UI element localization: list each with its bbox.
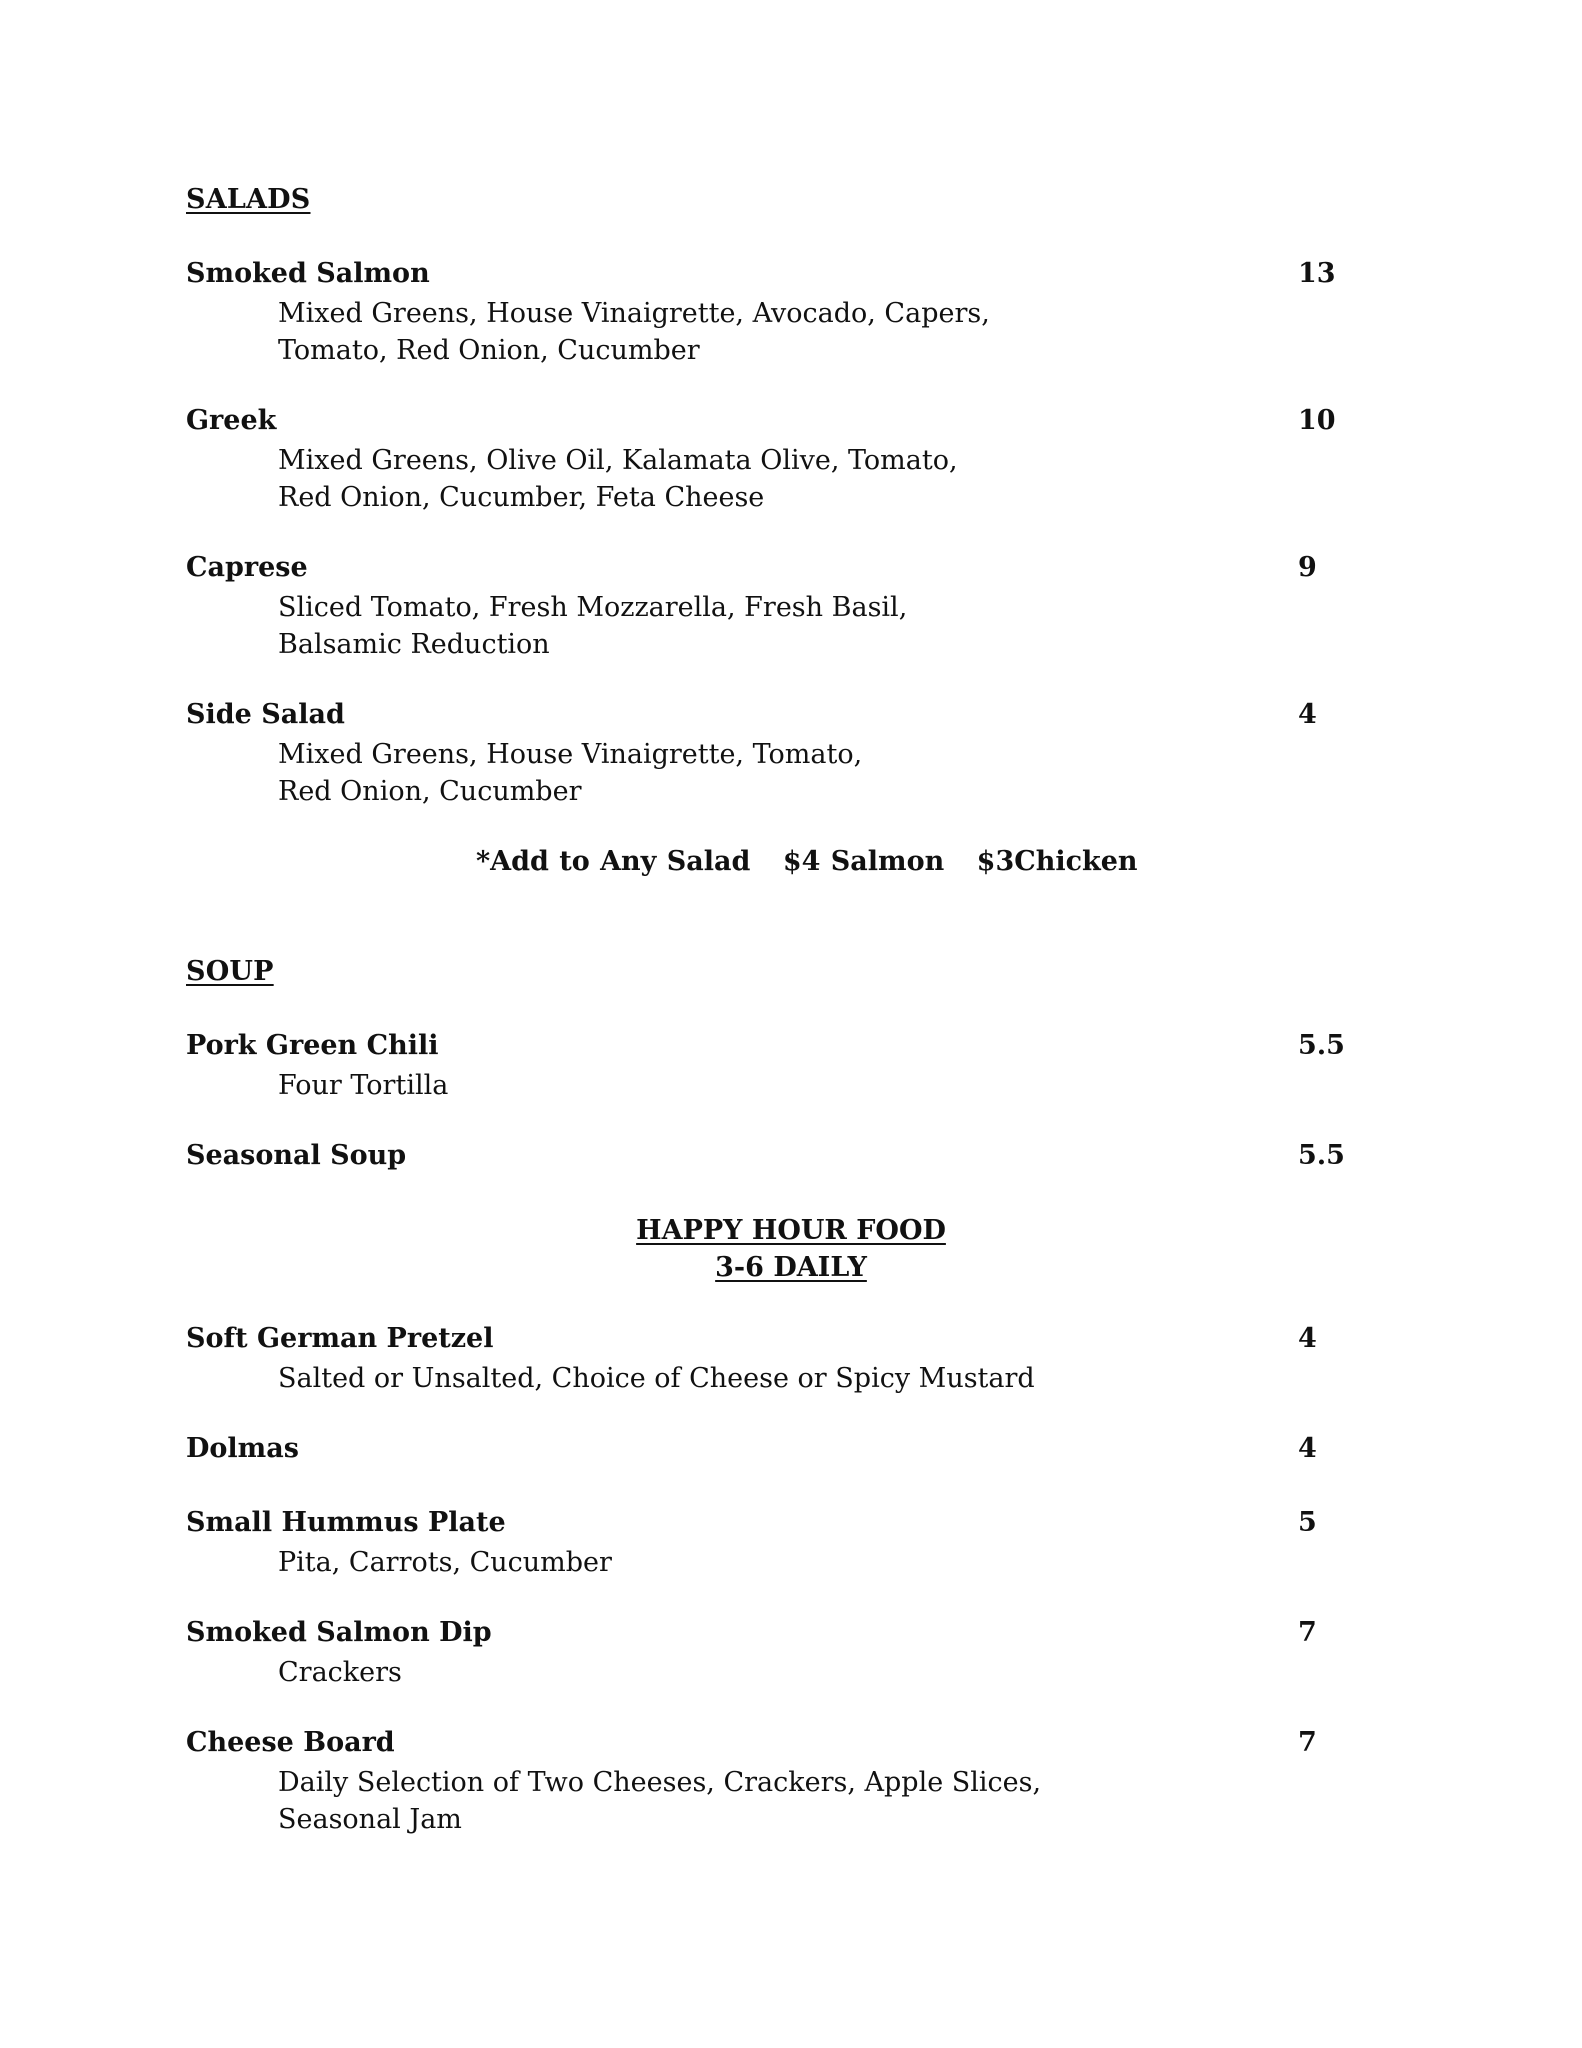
happy-hour-title: HAPPY HOUR FOOD: [636, 1215, 946, 1246]
item-name: Seasonal Soup: [186, 1140, 407, 1171]
menu-item-small-hummus-plate: [186, 1507, 1366, 1581]
happy-hour-heading: [0, 1212, 1582, 1286]
item-description: Daily Selection of Two Cheeses, Crackers, Apple Slices, Seasonal Jam: [278, 1767, 1042, 1835]
happy-hour-times: 3-6 DAILY: [715, 1252, 867, 1283]
item-name: Dolmas: [186, 1433, 299, 1464]
addon-salmon: $4 Salmon: [782, 846, 945, 877]
item-description: Sliced Tomato, Fresh Mozzarella, Fresh Basil, Balsamic Reduction: [278, 592, 908, 660]
menu-item-side-salad: [186, 699, 1366, 810]
item-price: 5.5: [1298, 1140, 1345, 1171]
item-name: Small Hummus Plate: [186, 1507, 506, 1538]
item-price: 9: [1298, 552, 1317, 583]
menu-item-dolmas: [186, 1433, 1366, 1470]
menu-item-seasonal-soup: [186, 1140, 1366, 1177]
item-name: Smoked Salmon: [186, 258, 430, 289]
item-description: Four Tortilla: [278, 1070, 449, 1101]
item-name: Smoked Salmon Dip: [186, 1617, 492, 1648]
menu-item-smoked-salmon: [186, 258, 1366, 369]
item-name: Soft German Pretzel: [186, 1323, 494, 1354]
addon-label: *Add to Any Salad: [476, 846, 751, 877]
item-description: Crackers: [278, 1657, 402, 1688]
item-price: 7: [1298, 1727, 1317, 1758]
item-name: Caprese: [186, 552, 308, 583]
item-price: 4: [1298, 1433, 1317, 1464]
item-description: Mixed Greens, Olive Oil, Kalamata Olive, Tomato, Red Onion, Cucumber, Feta Cheese: [278, 445, 958, 513]
menu-item-caprese: [186, 552, 1366, 663]
item-name: Side Salad: [186, 699, 345, 730]
item-description: Mixed Greens, House Vinaigrette, Avocado, Capers, Tomato, Red Onion, Cucumber: [278, 298, 990, 366]
menu-item-smoked-salmon-dip: [186, 1617, 1366, 1691]
item-name: Pork Green Chili: [186, 1030, 439, 1061]
salad-addon-note: [476, 846, 1160, 877]
menu-item-soft-german-pretzel: [186, 1323, 1366, 1397]
item-price: 5: [1298, 1507, 1317, 1538]
item-name: Cheese Board: [186, 1727, 395, 1758]
item-description: Mixed Greens, House Vinaigrette, Tomato, Red Onion, Cucumber: [278, 739, 863, 807]
item-price: 5.5: [1298, 1030, 1345, 1061]
item-price: 4: [1298, 1323, 1317, 1354]
menu-item-cheese-board: [186, 1727, 1366, 1838]
salads-heading: SALADS: [186, 184, 311, 215]
menu-item-greek: [186, 405, 1366, 516]
item-price: 10: [1298, 405, 1336, 436]
item-description: Pita, Carrots, Cucumber: [278, 1547, 612, 1578]
item-price: 7: [1298, 1617, 1317, 1648]
soup-heading: SOUP: [186, 956, 274, 987]
addon-chicken: $3Chicken: [976, 846, 1138, 877]
item-name: Greek: [186, 405, 277, 436]
item-price: 13: [1298, 258, 1336, 289]
menu-item-pork-green-chili: [186, 1030, 1366, 1104]
item-price: 4: [1298, 699, 1317, 730]
item-description: Salted or Unsalted, Choice of Cheese or Spicy Mustard: [278, 1363, 1035, 1394]
